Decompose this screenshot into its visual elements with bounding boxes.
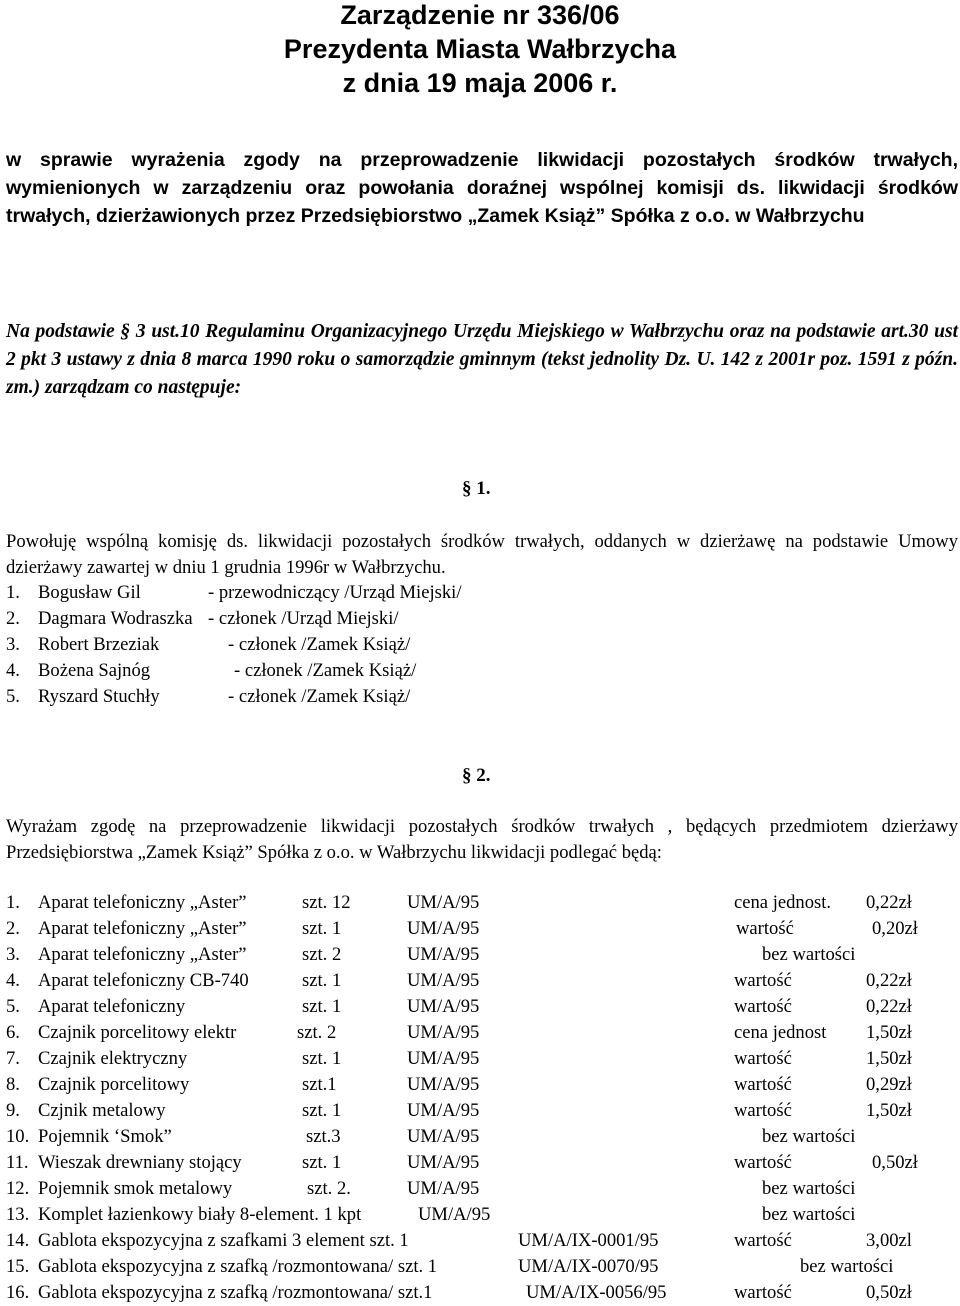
item-name: Gablota ekspozycyjna z szafką /rozmontowana/ szt.1 xyxy=(38,1282,433,1303)
item-name: Wieszak drewniany stojący xyxy=(38,1152,242,1173)
document-title xyxy=(0,0,960,100)
member-role: - przewodniczący /Urząd Miejski/ xyxy=(208,582,462,603)
item-quantity: szt.1 xyxy=(302,1074,337,1095)
item-quantity: szt. 12 xyxy=(302,892,351,913)
item-name: Aparat telefoniczny „Aster” xyxy=(38,892,247,913)
title-line-1: Zarządzenie nr 336/06 xyxy=(340,0,620,30)
member-role: - członek /Urząd Miejski/ xyxy=(208,608,399,629)
item-value-label: cena jednost. xyxy=(734,892,832,913)
member-number: 5. xyxy=(6,686,20,707)
member-role: - członek /Zamek Książ/ xyxy=(234,660,417,681)
item-inventory-code: UM/A/95 xyxy=(407,1100,480,1121)
item-value-label: wartość xyxy=(734,1048,792,1069)
document-subject: w sprawie wyrażenia zgody na przeprowadzenie likwidacji pozostałych środków trwałych, wymienionych w zarządzeniu oraz powołania doraźnej wspólnej komisji ds. likwidacji środków trwałych, dzierżawionych przez Przedsiębiorstwo „Zamek Książ” Spółka z o.o. w Wałbrzychu xyxy=(6,149,958,227)
item-value-label: wartość xyxy=(734,970,792,991)
item-inventory-code: UM/A/IX-0056/95 xyxy=(526,1282,667,1303)
item-name: Gablota ekspozycyjna z szafką /rozmontowana/ szt. 1 xyxy=(38,1256,438,1277)
item-name: Komplet łazienkowy biały 8-element. 1 kpt xyxy=(38,1204,362,1225)
item-name: Aparat telefoniczny „Aster” xyxy=(38,944,247,965)
member-name: Dagmara Wodraszka xyxy=(38,608,193,629)
member-number: 1. xyxy=(6,582,20,603)
item-inventory-code: UM/A/95 xyxy=(418,1204,491,1225)
item-number: 5. xyxy=(6,996,20,1017)
item-inventory-code: UM/A/95 xyxy=(407,1152,480,1173)
item-name: Gablota ekspozycyjna z szafkami 3 element szt. 1 xyxy=(38,1230,409,1251)
item-value-label: bez wartości xyxy=(762,1126,856,1147)
item-value: 0,22zł xyxy=(866,996,912,1017)
item-number: 16. xyxy=(6,1282,30,1303)
item-quantity: szt. 2. xyxy=(307,1178,351,1199)
section-1-intro: Powołuję wspólną komisję ds. likwidacji pozostałych środków trwałych, oddanych w dzierżawę na podstawie Umowy dzierżawy zawartej w dniu 1 grudnia 1996r w Wałbrzychu. xyxy=(6,531,958,578)
item-value: 1,50zł xyxy=(866,1100,912,1121)
member-role: - członek /Zamek Książ/ xyxy=(228,686,411,707)
item-name: Czjnik metalowy xyxy=(38,1100,166,1121)
item-inventory-code: UM/A/95 xyxy=(407,1178,480,1199)
item-value-label: wartość xyxy=(734,996,792,1017)
item-number: 4. xyxy=(6,970,20,991)
item-name: Aparat telefoniczny CB-740 xyxy=(38,970,249,991)
item-inventory-code: UM/A/95 xyxy=(407,970,480,991)
item-number: 9. xyxy=(6,1100,20,1121)
item-quantity: szt. 1 xyxy=(302,1152,342,1173)
item-value: 0,29zł xyxy=(866,1074,912,1095)
member-number: 3. xyxy=(6,634,20,655)
item-inventory-code: UM/A/95 xyxy=(407,918,480,939)
item-value: 0,22zł xyxy=(866,892,912,913)
member-role: - członek /Zamek Książ/ xyxy=(228,634,411,655)
section-2-mark: § 2. xyxy=(462,765,491,786)
item-value-label: bez wartości xyxy=(762,1178,856,1199)
item-value-label: bez wartości xyxy=(800,1256,894,1277)
item-inventory-code: UM/A/95 xyxy=(407,944,480,965)
item-number: 15. xyxy=(6,1256,30,1277)
item-quantity: szt. 2 xyxy=(302,944,342,965)
item-name: Czajnik porcelitowy xyxy=(38,1074,190,1095)
item-number: 8. xyxy=(6,1074,20,1095)
item-value: 0,22zł xyxy=(866,970,912,991)
title-line-2: Prezydenta Miasta Wałbrzycha xyxy=(283,34,677,64)
item-value: 0,20zł xyxy=(872,918,918,939)
item-quantity: szt. 1 xyxy=(302,996,342,1017)
item-name: Pojemnik ‘Smok” xyxy=(38,1126,172,1147)
item-value-label: wartość xyxy=(734,1100,792,1121)
item-number: 10. xyxy=(6,1126,30,1147)
item-number: 7. xyxy=(6,1048,20,1069)
member-name: Robert Brzeziak xyxy=(38,634,160,655)
item-number: 12. xyxy=(6,1178,30,1199)
item-name: Aparat telefoniczny „Aster” xyxy=(38,918,247,939)
member-name: Ryszard Stuchły xyxy=(38,686,160,707)
item-name: Czajnik elektryczny xyxy=(38,1048,188,1069)
item-name: Aparat telefoniczny xyxy=(38,996,186,1017)
item-number: 1. xyxy=(6,892,20,913)
item-inventory-code: UM/A/95 xyxy=(407,996,480,1017)
item-number: 11. xyxy=(6,1152,29,1173)
item-value-label: wartość xyxy=(734,1074,792,1095)
item-inventory-code: UM/A/95 xyxy=(407,1126,480,1147)
item-number: 14. xyxy=(6,1230,30,1251)
item-number: 6. xyxy=(6,1022,20,1043)
item-number: 2. xyxy=(6,918,20,939)
section-1-mark: § 1. xyxy=(462,478,491,499)
item-number: 3. xyxy=(6,944,20,965)
item-quantity: szt.3 xyxy=(306,1126,341,1147)
item-value: 1,50zł xyxy=(866,1022,912,1043)
item-name: Czajnik porcelitowy elektr xyxy=(38,1022,237,1043)
item-inventory-code: UM/A/95 xyxy=(407,1022,480,1043)
item-value: 3,00zl xyxy=(866,1230,912,1251)
item-value-label: wartość xyxy=(734,1230,792,1251)
member-number: 4. xyxy=(6,660,20,681)
item-value: 0,50zł xyxy=(872,1152,918,1173)
title-line-3: z dnia 19 maja 2006 r. xyxy=(342,68,618,98)
member-number: 2. xyxy=(6,608,20,629)
item-quantity: szt. 1 xyxy=(302,918,342,939)
item-value-label: wartość xyxy=(736,918,794,939)
item-value: 0,50zł xyxy=(866,1282,912,1303)
member-name: Bogusław Gil xyxy=(38,582,141,603)
legal-basis: Na podstawie § 3 ust.10 Regulaminu Organizacyjnego Urzędu Miejskiego w Wałbrzychu oraz na podstawie art.30 ust 2 pkt 3 ustawy z dnia 8 marca 1990 roku o samorządzie gminnym (tekst jednolity Dz. U. 142 z 2001r poz. 1591 z późn. zm.) zarządzam co następuje: xyxy=(6,321,958,398)
item-inventory-code: UM/A/IX-0001/95 xyxy=(518,1230,659,1251)
item-quantity: szt. 1 xyxy=(302,1048,342,1069)
member-name: Bożena Sajnóg xyxy=(38,660,151,681)
item-value-label: cena jednost xyxy=(734,1022,827,1043)
item-value-label: wartość xyxy=(734,1152,792,1173)
item-inventory-code: UM/A/95 xyxy=(407,892,480,913)
item-value-label: bez wartości xyxy=(762,1204,856,1225)
item-value-label: wartość xyxy=(734,1282,792,1303)
item-quantity: szt. 1 xyxy=(302,1100,342,1121)
item-quantity: szt. 2 xyxy=(297,1022,337,1043)
item-inventory-code: UM/A/95 xyxy=(407,1074,480,1095)
item-value: 1,50zł xyxy=(866,1048,912,1069)
item-quantity: szt. 1 xyxy=(302,970,342,991)
item-number: 13. xyxy=(6,1204,30,1225)
item-name: Pojemnik smok metalowy xyxy=(38,1178,233,1199)
item-value-label: bez wartości xyxy=(762,944,856,965)
section-2-intro: Wyrażam zgodę na przeprowadzenie likwidacji pozostałych środków trwałych , będących przedmiotem dzierżawy Przedsiębiorstwa „Zamek Książ” Spółka z o.o. w Wałbrzychu likwidacji podlegać będą: xyxy=(6,816,958,863)
item-inventory-code: UM/A/95 xyxy=(407,1048,480,1069)
item-inventory-code: UM/A/IX-0070/95 xyxy=(518,1256,659,1277)
